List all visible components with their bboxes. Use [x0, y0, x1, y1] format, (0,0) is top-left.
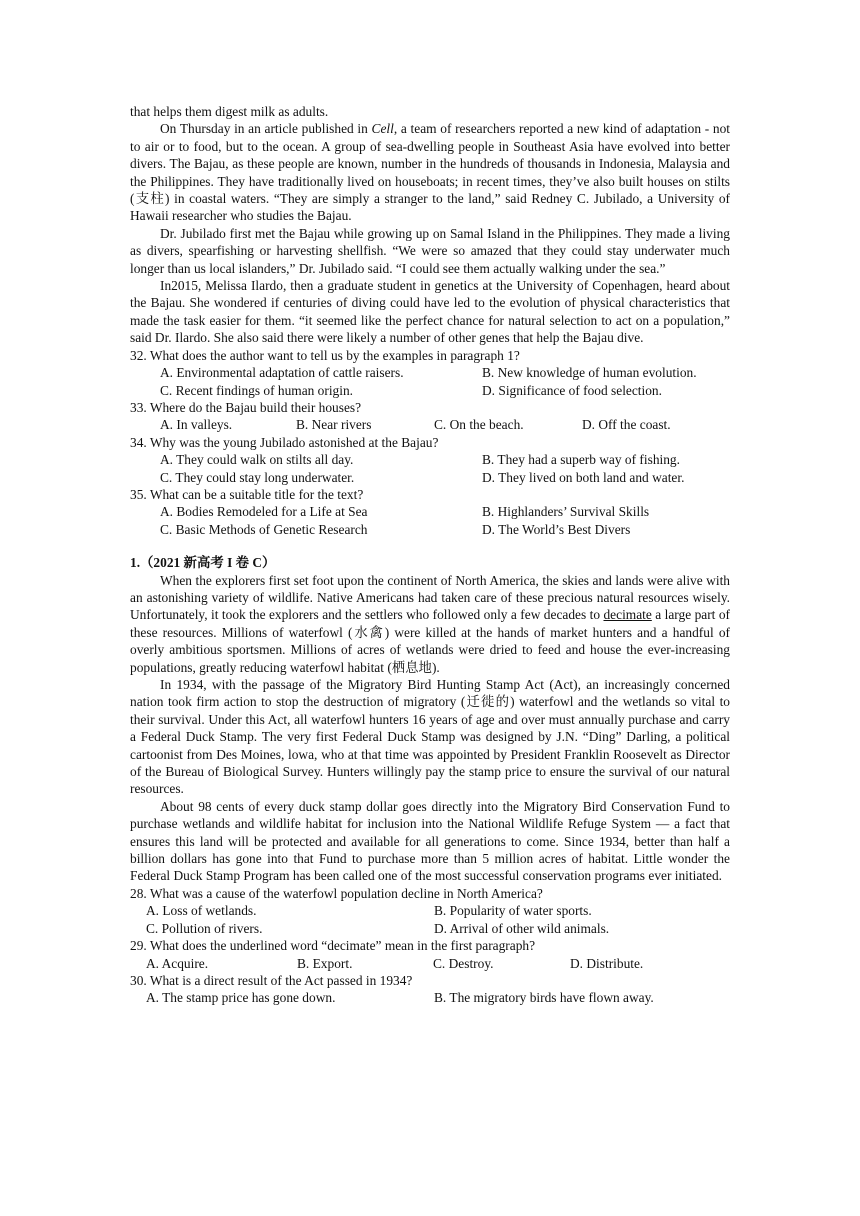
passage1-paragraph-2: Dr. Jubilado first met the Bajau while growing up on Samal Island in the Philippines. They made a living as divers, spearfishing or harvesting shellfish. “We were so amazed that they could stay underwater much longer than us local islanders,” Dr. Jubilado said. “I could see them actually walking under the sea.” [130, 225, 730, 276]
question-30: 30. What is a direct result of the Act passed in 1934? [130, 972, 413, 988]
option: A. Acquire. [146, 955, 209, 971]
option: A. They could walk on stilts all day. [160, 452, 354, 468]
q34-options-row-2 [130, 469, 730, 486]
option: A. Loss of wetlands. [146, 903, 257, 919]
q35-options-row-2 [130, 521, 730, 538]
question-29: 29. What does the underlined word “decimate” mean in the first paragraph? [130, 938, 536, 954]
q29-options-row [130, 955, 730, 972]
p1-text-b: a large part of these resources. Millions of waterfowl (水禽) were killed at the hands of market hunters and a handful of overly ambitious sportsmen. Millions of acres of wetlands were dried to feed and house the ever-increasing populations, greatly reducing waterfowl habitat (栖息地). [130, 607, 730, 675]
q33-options-row [130, 416, 730, 433]
section-heading: 1.（2021 新高考 I 卷 C） [130, 555, 276, 571]
option: C. Basic Methods of Genetic Research [160, 521, 368, 537]
option: D. They lived on both land and water. [482, 469, 685, 485]
option: C. On the beach. [434, 417, 524, 433]
document-page [130, 103, 730, 1007]
question-34: 34. Why was the young Jubilado astonished at the Bajau? [130, 434, 439, 450]
q35-options-row-1 [130, 503, 730, 520]
passage1-paragraph-1 [130, 120, 730, 224]
option: B. Highlanders’ Survival Skills [482, 504, 650, 520]
q30-options-row-1 [130, 989, 730, 1006]
option: D. The World’s Best Divers [482, 521, 631, 537]
passage1-paragraph-3: In2015, Melissa Ilardo, then a graduate student in genetics at the University of Copenhagen, heard about the Bajau. She wondered if centuries of diving could have led to the evolution of physical characteristics that made the task easier for them. “it seemed like the perfect chance for natural selection to act on a population,” said Dr. Ilardo. She also said there were likely a number of other genes that help the Bajau dive. [130, 278, 730, 346]
option: D. Arrival of other wild animals. [434, 920, 610, 936]
p1-text-a: When the explorers first set foot upon the continent of North America, the skies and lands were alive with an astonishing variety of wildlife. Native Americans had taken care of these precious natural resources wisely. Unfortunately, it took the explorers and the settlers who followed only a few decades to [130, 572, 730, 623]
passage2-paragraph-1 [130, 572, 730, 676]
option: A. Environmental adaptation of cattle raisers. [160, 365, 404, 381]
questions-set-2 [130, 885, 730, 1007]
option: A. In valleys. [160, 417, 233, 433]
journal-name: Cell [371, 121, 394, 137]
q28-options-row-2 [130, 920, 730, 937]
option: C. Pollution of rivers. [146, 920, 263, 936]
q34-options-row-1 [130, 451, 730, 468]
option: B. Near rivers [296, 417, 372, 433]
option: B. Popularity of water sports. [434, 903, 592, 919]
questions-set-1 [130, 347, 730, 538]
q32-options-row-1 [130, 364, 730, 381]
p1-text-a: On Thursday in an article published in [160, 121, 372, 137]
q28-options-row-1 [130, 902, 730, 919]
option: B. New knowledge of human evolution. [482, 365, 697, 381]
option: D. Significance of food selection. [482, 382, 662, 398]
question-35: 35. What can be a suitable title for the text? [130, 486, 364, 502]
option: B. The migratory birds have flown away. [434, 990, 654, 1006]
option: C. They could stay long underwater. [160, 469, 355, 485]
option: A. The stamp price has gone down. [146, 990, 336, 1006]
option: C. Recent findings of human origin. [160, 382, 354, 398]
passage1-fragment: that helps them digest milk as adults. [130, 104, 329, 119]
question-28: 28. What was a cause of the waterfowl population decline in North America? [130, 885, 543, 901]
option: B. Export. [297, 955, 353, 971]
q32-options-row-2 [130, 382, 730, 399]
option: D. Distribute. [570, 955, 644, 971]
underlined-word: decimate [603, 607, 652, 623]
passage2-paragraph-2: In 1934, with the passage of the Migratory Bird Hunting Stamp Act (Act), an increasingly concerned nation took firm action to stop the destruction of migratory (迁徙的) waterfowl and the wetlands so vital to their survival. Under this Act, all waterfowl hunters 16 years of age and over must annually purchase and carry a Federal Duck Stamp. The very first Federal Duck Stamp was designed by J.N. “Ding” Darling, a political cartoonist from Des Moines, lowa, who at that time was appointed by President Franklin Roosevelt as Director of the Bureau of Biological Survey. Hunters willingly pay the stamp price to ensure the survival of our natural resources. [130, 677, 730, 797]
question-32: 32. What does the author want to tell us by the examples in paragraph 1? [130, 347, 520, 363]
option: C. Destroy. [433, 955, 494, 971]
p1-text-b: , a team of researchers reported a new kind of adaptation - not to air or to food, but to the ocean. A group of sea-dwelling people in Southeast Asia have evolved into better divers. The Bajau, as these people are known, number in the hundreds of thousands in Indonesia, Malaysia and the Philippines. They have traditionally lived on houseboats; in recent times, they’ve also built houses on stilts (支柱) in coastal waters. “They are simply a stranger to the land,” said Redney C. Jubilado, a University of Hawaii researcher who studies the Bajau. [130, 121, 730, 224]
option: B. They had a superb way of fishing. [482, 452, 680, 468]
question-33: 33. Where do the Bajau build their houses? [130, 399, 362, 415]
passage2-paragraph-3: About 98 cents of every duck stamp dollar goes directly into the Migratory Bird Conservation Fund to purchase wetlands and wildlife habitat for inclusion into the National Wildlife Refuge System — a fact that ensures this land will be protected and available for all generations to come. Since 1934, better than half a billion dollars has gone into that Fund to purchase more than 5 million acres of habitat. Little wonder the Federal Duck Stamp Program has been called one of the most successful conservation programs ever initiated. [130, 798, 730, 884]
option: D. Off the coast. [582, 417, 671, 433]
option: A. Bodies Remodeled for a Life at Sea [160, 504, 368, 520]
